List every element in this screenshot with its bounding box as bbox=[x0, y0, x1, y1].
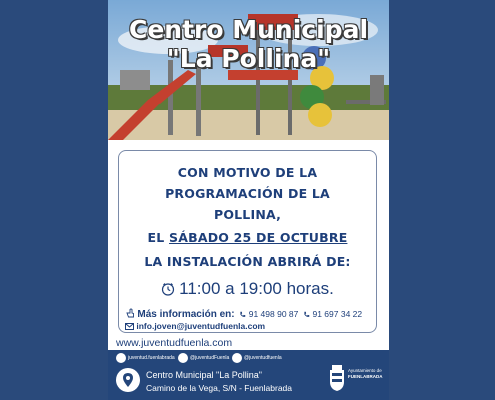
crest-icon bbox=[328, 364, 346, 392]
footer-place-name: Centro Municipal "La Pollina" bbox=[146, 370, 262, 380]
message-line-date bbox=[119, 230, 376, 245]
message-line-5: LA INSTALACIÓN ABRIRÁ DE: bbox=[144, 254, 351, 269]
phone-1[interactable]: 91 498 90 87 bbox=[248, 309, 299, 319]
date-text: SÁBADO 25 DE OCTUBRE bbox=[169, 230, 348, 245]
footer-address: Camino de la Vega, S/N - Fuenlabrada bbox=[146, 383, 293, 393]
council-line-2: FUENLABRADA bbox=[348, 373, 383, 379]
hand-pointer-icon bbox=[125, 308, 135, 320]
twitter-text: @juventudFuenla bbox=[190, 355, 230, 361]
title-line-2: "La Pollina" bbox=[166, 44, 331, 73]
email-link[interactable]: info.joven@juventudfuenla.com bbox=[136, 321, 266, 331]
location-pin-icon bbox=[116, 368, 140, 392]
contact-email bbox=[125, 321, 265, 332]
website-link[interactable]: www.juventudfuenla.com bbox=[116, 337, 233, 349]
hours-text: 11:00 a 19:00 horas. bbox=[179, 279, 334, 298]
council-text bbox=[348, 368, 383, 379]
twitter-handle[interactable] bbox=[178, 352, 229, 364]
opening-hours bbox=[119, 279, 376, 301]
facebook-handle[interactable] bbox=[116, 352, 175, 364]
phone-icon bbox=[303, 310, 310, 320]
twitter-icon bbox=[178, 353, 188, 363]
phone-2[interactable]: 91 697 34 22 bbox=[312, 309, 363, 319]
contact-phones bbox=[125, 308, 362, 320]
more-info-label: Más información en: bbox=[137, 309, 235, 320]
message-line-1: CON MOTIVO DE LA bbox=[177, 165, 318, 180]
facebook-icon bbox=[116, 353, 126, 363]
council-line-1: Ayuntamiento de bbox=[348, 368, 382, 373]
instagram-text: @juventudfuenla bbox=[244, 355, 282, 361]
phone-icon bbox=[239, 310, 246, 320]
message-line-3: POLLINA, bbox=[213, 207, 282, 222]
facebook-text: juventud.fuenlabrada bbox=[128, 355, 175, 361]
message-line-2: PROGRAMACIÓN DE LA bbox=[165, 186, 330, 201]
clock-icon bbox=[161, 281, 175, 301]
instagram-icon bbox=[232, 353, 242, 363]
city-council-logo bbox=[328, 362, 383, 398]
mail-icon bbox=[125, 322, 134, 332]
date-prefix: EL bbox=[147, 230, 170, 245]
instagram-handle[interactable] bbox=[232, 352, 282, 364]
poster bbox=[108, 0, 389, 400]
announcement-box bbox=[118, 150, 377, 333]
title-line-1: Centro Municipal bbox=[128, 15, 369, 44]
